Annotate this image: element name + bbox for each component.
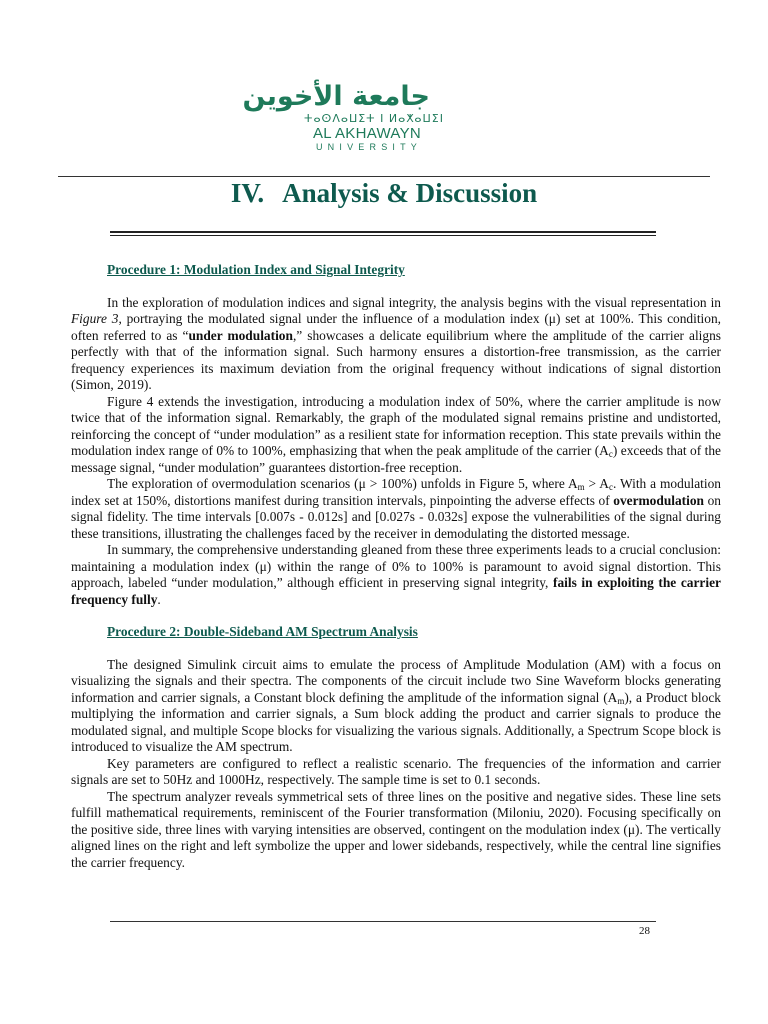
procedure-1-paragraph-2 <box>71 394 721 477</box>
text-run: > A <box>584 476 609 491</box>
text-run: , portraying the modulated signal under the influence of a modulation index (μ) set at 100%. This condition, often referred to as “ <box>71 311 721 343</box>
logo-arabic-text: جامعة الأخوين <box>242 81 430 112</box>
chapter-title-text: Analysis & Discussion <box>282 178 538 208</box>
spacer <box>71 608 721 624</box>
text-run: In the exploration of modulation indices and signal integrity, the analysis begins with the visual representation in <box>107 294 721 310</box>
page-title <box>0 176 768 210</box>
procedure-2-paragraph-1 <box>71 657 721 756</box>
text-run: In summary, the comprehensive understanding gleaned from these three experiments leads to a crucial conclusion: maintaining a modulation index (μ) within the range of 0% to 100% is paramount to avoid signal distortion. This approach, labeled “under modulation,” although efficient in preserving signal integrity, <box>71 542 721 590</box>
bold-term: under modulation <box>188 327 293 343</box>
text-run: The designed Simulink circuit aims to emulate the process of Amplitude Modulation (AM) with a focus on visualizing the signals and their spectra. The components of the circuit include two Sine Waveform blocks generating information and carrier signals, a Constant block defining the amplitude of the information signal (A <box>71 656 721 705</box>
document-body <box>71 262 721 871</box>
logo-tifinagh-text: ⵜⴰⵙⴷⴰⵡⵉⵜ ⵏ ⵍⴰⵅⴰⵡⵉⵏ <box>304 112 444 125</box>
text-run: . <box>157 591 161 607</box>
logo-subtitle: UNIVERSITY <box>315 142 422 152</box>
procedure-1-paragraph-3 <box>71 476 721 542</box>
text-run: ), a Product block multiplying the information and carrier signals, a Sum block adding the product and carrier signals to produce the modulated signal, and multiple Scope blocks for visualizing the various signals. Additionally, a Spectrum Scope block is introduced to visualize the AM spectrum. <box>71 689 721 754</box>
text-run: ) exceeds that of the message signal, “under modulation” guarantees distortion-free reception. <box>71 443 721 475</box>
procedure-1-heading: Procedure 1: Modulation Index and Signal Integrity <box>107 262 405 277</box>
bold-term: fails in exploiting the carrier frequency fully <box>71 575 721 607</box>
text-run: Figure 4 extends the investigation, introducing a modulation index of 50%, where the carrier amplitude is now twice that of the information signal. Remarkably, the graph of the modulated signal remains pristine and undistorted, reinforcing the concept of “under modulation” as a resilient state for information reception. This state prevails within the modulation index range of 0% to 100%, emphasizing that when the peak amplitude of the carrier (A <box>71 393 721 458</box>
logo-name: AL AKHAWAYN <box>312 125 422 142</box>
footer-divider <box>110 921 656 922</box>
text-run: . With a modulation index set at 150%, distortions manifest during transition intervals, pinpointing the adverse effects of <box>71 476 722 508</box>
title-underline <box>110 231 656 236</box>
subscript: m <box>577 482 585 492</box>
subscript: c <box>608 449 613 459</box>
text-run: ,” showcases a delicate equilibrium where the amplitude of the carrier aligns perfectly with that of the information signal. Such harmony ensures a distortion-free transmission, as the carrier frequency experiences its maximum deviation from the original frequency without indications of signal distortion (Simon, 2019). <box>71 327 721 392</box>
chapter-number: IV. <box>230 178 265 208</box>
page-number: 28 <box>639 925 650 937</box>
procedure-2-paragraph-2: Key parameters are configured to reflect a realistic scenario. The frequencies of the information and carrier signals are set to 50Hz and 1000Hz, respectively. The sample time is set to 0.1 seconds. <box>71 755 721 787</box>
text-run: The exploration of overmodulation scenarios (μ > 100%) unfolds in Figure 5, where A <box>107 476 578 491</box>
procedure-1-paragraph-1 <box>71 295 721 394</box>
bold-term: overmodulation <box>613 492 705 508</box>
procedure-1-paragraph-4 <box>71 542 721 608</box>
subscript: c <box>608 482 613 492</box>
subscript: m <box>617 695 625 706</box>
procedure-2-heading: Procedure 2: Double-Sideband AM Spectrum Analysis <box>107 624 418 639</box>
university-logo <box>242 81 444 168</box>
procedure-2-paragraph-3: The spectrum analyzer reveals symmetrical sets of three lines on the positive and negative sides. These line sets fulfill mathematical requirements, reminiscent of the Fourier transformation (Miloniu, 2020). Focusing specifically on the positive side, three lines with varying intensities are observed, contingent on the modulation index (μ). The vertically aligned lines on the right and left symbolize the upper and lower sidebands, respectively, while the central line signifies the carrier frequency. <box>71 788 721 870</box>
figure-reference: Figure 3 <box>71 311 119 326</box>
text-run: on signal fidelity. The time intervals [0.007s - 0.012s] and [0.027s - 0.032s] expose the vulnerabilities of the signal during these transitions, illustrating the challenges faced by the receiver in demodulating the distorted message. <box>71 492 721 541</box>
